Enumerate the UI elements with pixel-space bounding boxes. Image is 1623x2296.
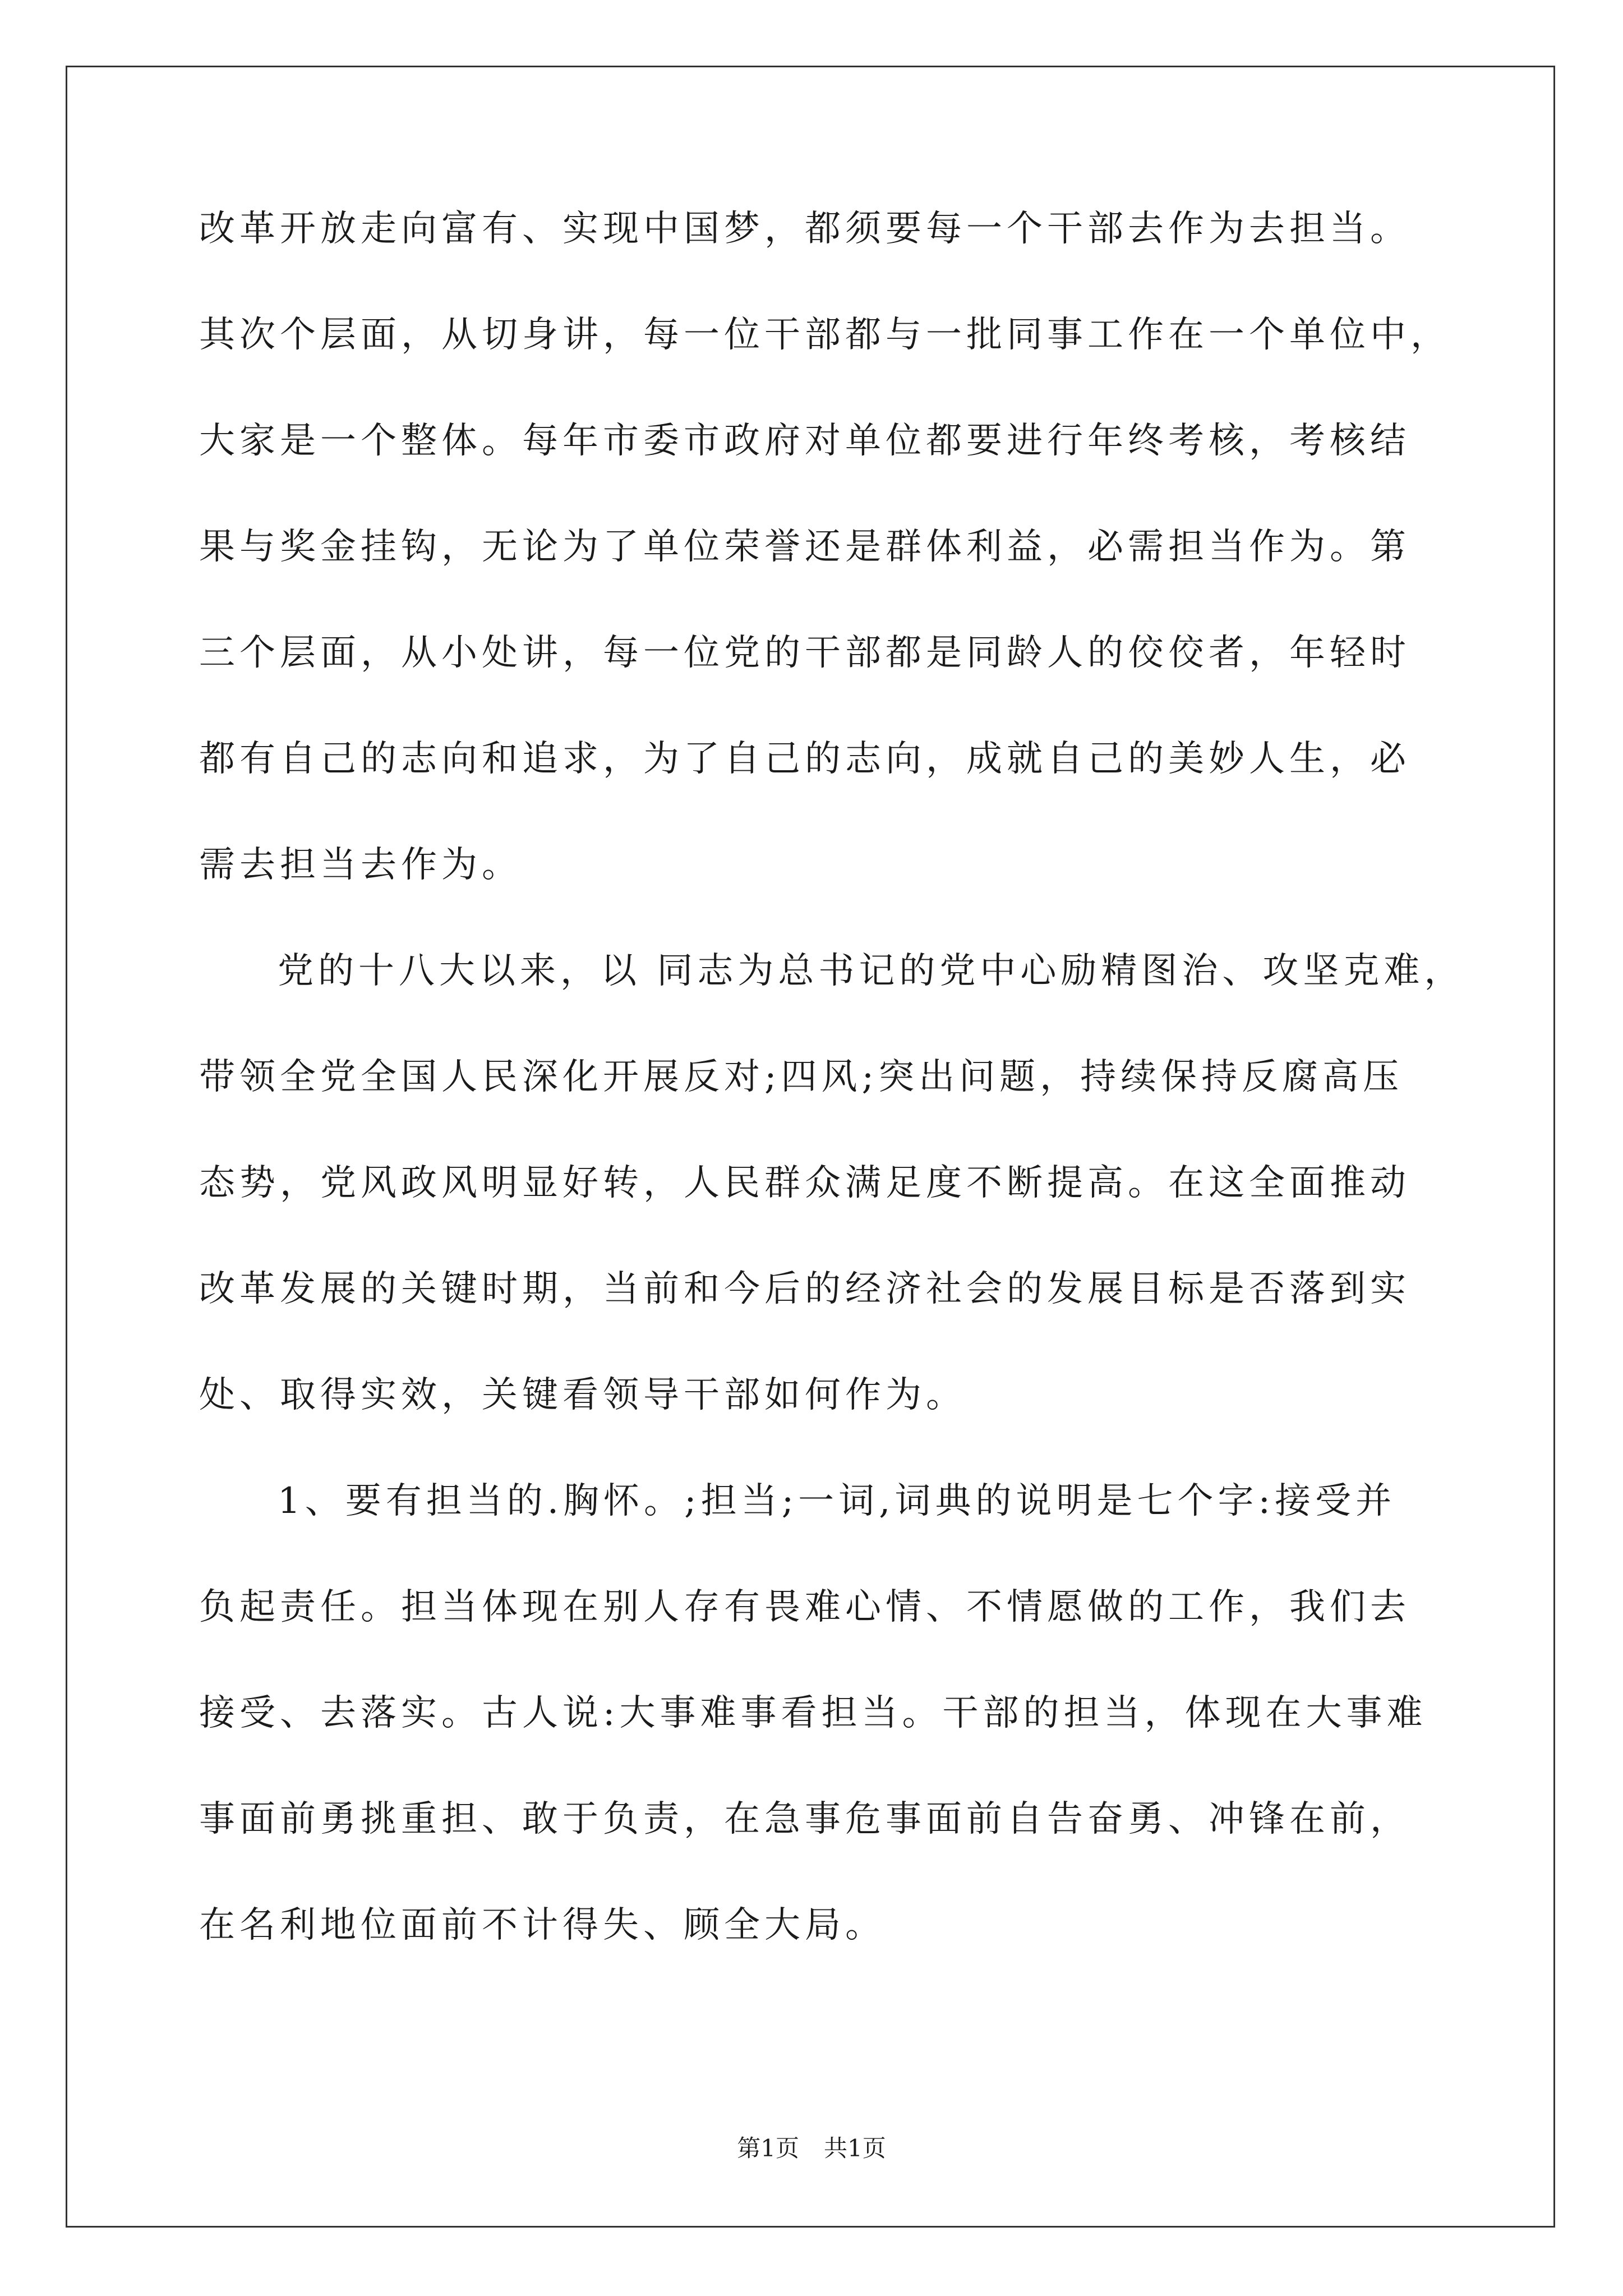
page-total: 共1页 <box>824 2134 886 2162</box>
text-line: 都有自己的志向和追求，为了自己的志向，成就自己的美妙人生，必 <box>199 738 1410 780</box>
text-line: 处、取得实效，关键看领导干部如何作为。 <box>199 1374 966 1416</box>
text-line: 事面前勇挑重担、敢于负责，在急事危事面前自告奋勇、冲锋在前， <box>199 1798 1410 1840</box>
text-line: 果与奖金挂钩，无论为了单位荣誉还是群体利益，必需担当作为。第 <box>199 526 1410 568</box>
page-footer <box>0 2132 1623 2165</box>
text-line: 大家是一个整体。每年市委市政府对单位都要进行年终考核，考核结 <box>199 420 1410 462</box>
text-line: 态势，党风政风明显好转，人民群众满足度不断提高。在这全面推动 <box>199 1162 1410 1204</box>
text-line: 改革发展的关键时期，当前和今后的经济社会的发展目标是否落到实 <box>199 1268 1410 1310</box>
text-line: 需去担当去作为。 <box>199 844 522 886</box>
paragraph-start-line: 党的十八大以来，以 同志为总书记的党中心励精图治、攻坚克难， <box>278 950 1465 992</box>
text-line: 其次个层面，从切身讲，每一位干部都与一批同事工作在一个单位中， <box>199 314 1451 356</box>
document-body <box>199 202 1465 2004</box>
paragraph-start-line: 1、要有担当的.胸怀。;担当;一词,词典的说明是七个字:接受并 <box>278 1480 1396 1522</box>
text-line: 三个层面，从小处讲，每一位党的干部都是同龄人的佼佼者，年轻时 <box>199 632 1410 674</box>
text-line: 负起责任。担当体现在别人存有畏难心情、不情愿做的工作，我们去 <box>199 1586 1410 1628</box>
text-line: 接受、去落实。古人说:大事难事看担当。干部的担当，体现在大事难 <box>199 1692 1427 1734</box>
page-number: 第1页 <box>737 2134 799 2162</box>
text-line: 带领全党全国人民深化开展反对;四风;突出问题，持续保持反腐高压 <box>199 1056 1404 1098</box>
text-line: 改革开放走向富有、实现中国梦，都须要每一个干部去作为去担当。 <box>199 208 1410 250</box>
text-line: 在名利地位面前不计得失、顾全大局。 <box>199 1904 886 1946</box>
